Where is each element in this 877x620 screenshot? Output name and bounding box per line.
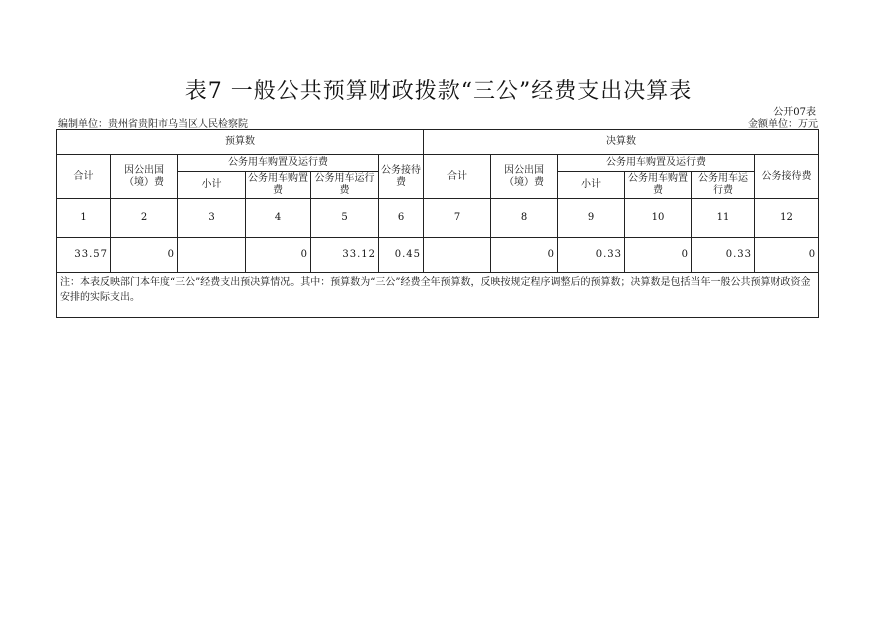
final-subtotal-header: 小计 bbox=[558, 172, 625, 199]
index-cell: 1 bbox=[57, 199, 111, 238]
index-cell: 6 bbox=[379, 199, 424, 238]
budget-car-operation-header: 公务用车运行费 bbox=[311, 172, 379, 199]
final-abroad-header: 因公出国（境）费 bbox=[491, 155, 558, 199]
value-cell: 0 bbox=[491, 238, 558, 273]
value-cell: 33.57 bbox=[57, 238, 111, 273]
value-cell: 0.33 bbox=[692, 238, 755, 273]
index-cell: 3 bbox=[178, 199, 246, 238]
header-row-1 bbox=[57, 130, 819, 155]
budget-subtotal-header: 小计 bbox=[178, 172, 246, 199]
final-header: 决算数 bbox=[424, 130, 819, 155]
budget-reception-header: 公务接待费 bbox=[379, 155, 424, 199]
index-cell: 10 bbox=[625, 199, 692, 238]
value-cell: 0 bbox=[111, 238, 178, 273]
budget-car-group-header: 公务用车购置及运行费 bbox=[178, 155, 379, 172]
index-cell: 5 bbox=[311, 199, 379, 238]
budget-total-header: 合计 bbox=[57, 155, 111, 199]
report-title: 表7 一般公共预算财政拨款“三公”经费支出决算表 bbox=[184, 79, 693, 104]
value-cell: 0 bbox=[755, 238, 819, 273]
index-cell: 12 bbox=[755, 199, 819, 238]
unit-row bbox=[56, 115, 818, 129]
value-cell: 0 bbox=[246, 238, 311, 273]
budget-abroad-header: 因公出国（境）费 bbox=[111, 155, 178, 199]
compiling-unit: 编制单位：贵州省贵阳市乌当区人民检察院 bbox=[58, 119, 248, 130]
three-public-expenses-table bbox=[56, 129, 819, 318]
header-row-2 bbox=[57, 155, 819, 172]
value-cell bbox=[424, 238, 491, 273]
value-cell: 0 bbox=[625, 238, 692, 273]
index-row bbox=[57, 199, 819, 238]
index-cell: 8 bbox=[491, 199, 558, 238]
index-cell: 11 bbox=[692, 199, 755, 238]
budget-car-purchase-header: 公务用车购置费 bbox=[246, 172, 311, 199]
final-car-group-header: 公务用车购置及运行费 bbox=[558, 155, 755, 172]
value-cell: 33.12 bbox=[311, 238, 379, 273]
budget-header: 预算数 bbox=[57, 130, 424, 155]
final-car-purchase-header: 公务用车购置费 bbox=[625, 172, 692, 199]
final-total-header: 合计 bbox=[424, 155, 491, 199]
form-code: 公开07表 bbox=[773, 107, 816, 118]
value-cell bbox=[178, 238, 246, 273]
index-cell: 9 bbox=[558, 199, 625, 238]
note-row bbox=[57, 273, 819, 318]
index-cell: 2 bbox=[111, 199, 178, 238]
table-note: 注：本表反映部门本年度“三公”经费支出预决算情况。其中：预算数为“三公”经费全年预算数，反映按规定程序调整后的预算数；决算数是包括当年一般公共预算财政资金安排的实际支出。 bbox=[57, 273, 819, 318]
value-cell: 0.33 bbox=[558, 238, 625, 273]
value-row bbox=[57, 238, 819, 273]
final-reception-header: 公务接待费 bbox=[755, 155, 819, 199]
final-car-operation-header: 公务用车运行费 bbox=[692, 172, 755, 199]
index-cell: 4 bbox=[246, 199, 311, 238]
index-cell: 7 bbox=[424, 199, 491, 238]
value-cell: 0.45 bbox=[379, 238, 424, 273]
amount-unit: 金额单位：万元 bbox=[748, 119, 818, 130]
